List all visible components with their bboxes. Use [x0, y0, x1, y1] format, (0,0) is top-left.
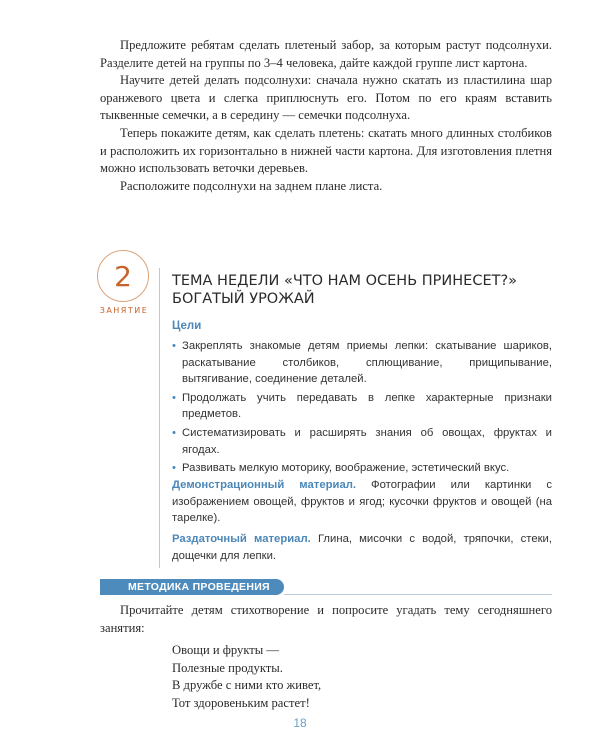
intro-paragraph: Расположите подсолнухи на заднем плане листа. [120, 178, 383, 193]
poem-line: В дружбе с ними кто живет, [172, 678, 322, 693]
page-number: 18 [293, 716, 307, 730]
goal-text: Продолжать учить передавать в лепке характерные признаки предметов. [182, 391, 552, 421]
lesson-number-badge: 2 [97, 250, 149, 302]
theme-title: ТЕМА НЕДЕЛИ «ЧТО НАМ ОСЕНЬ ПРИНЕСЕТ?» [172, 273, 518, 289]
poem-line: Овощи и фрукты — [172, 643, 279, 657]
goal-text: Закреплять знакомые детям приемы лепки: скатывание шариков, раскатывание столбиков, сплющивание, прищипывание, вытягивание, соединение деталей. [182, 340, 552, 386]
goal-item [172, 460, 552, 477]
section-divider [159, 268, 160, 568]
goal-text: Развивать мелкую моторику, воображение, эстетический вкус. [182, 462, 510, 475]
theme-subtitle: БОГАТЫЙ УРОЖАЙ [172, 291, 315, 307]
method-heading: МЕТОДИКА ПРОВЕДЕНИЯ [128, 581, 270, 593]
handout-material-label: Раздаточный материал. [172, 533, 311, 545]
poem [172, 642, 321, 712]
bullet-icon: • [172, 426, 176, 439]
goal-text: Систематизировать и расширять знания об овощах, фруктах и ягодах. [182, 426, 552, 456]
goal-item [172, 390, 552, 423]
intro-paragraph: Теперь покажите детям, как сделать плетень: скатать много длинных столбиков и расположить их горизонтально в нижней части картона. Для изготовления плетня можно использовать веточки деревьев. [100, 125, 552, 176]
intro-text [100, 37, 552, 195]
poem-line: Тот здоровеньким растет! [172, 695, 310, 710]
method-text [100, 602, 552, 637]
demo-material-label: Демонстрационный материал. [172, 479, 357, 491]
demo-material-text: Фотографии или картинки с изображением овощей, фруктов и ягод; кусочки фруктов и овощей (на тарелке). [172, 479, 552, 525]
demo-material [172, 477, 552, 527]
method-paragraph: Прочитайте детям стихотворение и попросите угадать тему сегодняшнего занятия: [100, 603, 552, 635]
bullet-icon: • [172, 340, 176, 352]
intro-paragraph: Предложите ребятам сделать плетеный забор, за которым растут подсолнухи. Разделите детей на группы по 3–4 человека, дайте каждой группе лист картона. [100, 38, 552, 70]
goals-heading: Цели [172, 320, 202, 332]
lesson-label: ЗАНЯТИЕ [99, 306, 149, 315]
bullet-icon: • [172, 391, 176, 404]
handout-material [172, 531, 552, 564]
method-rule [284, 594, 552, 595]
goal-item [172, 338, 552, 388]
bullet-icon: • [172, 462, 176, 475]
poem-line: Полезные продукты. [172, 660, 283, 675]
goal-item [172, 425, 552, 458]
handout-material-text: Глина, мисочки с водой, тряпочки, стеки, дощечки для лепки. [172, 533, 552, 562]
goals-list [172, 338, 552, 479]
intro-paragraph: Научите детей делать подсолнухи: сначала нужно скатать из пластилина шар оранжевого цвета и слегка приплюснуть его. Потом по его краям вставить тыквенные семечки, а в середину — семечки подсолнуха. [100, 73, 552, 123]
